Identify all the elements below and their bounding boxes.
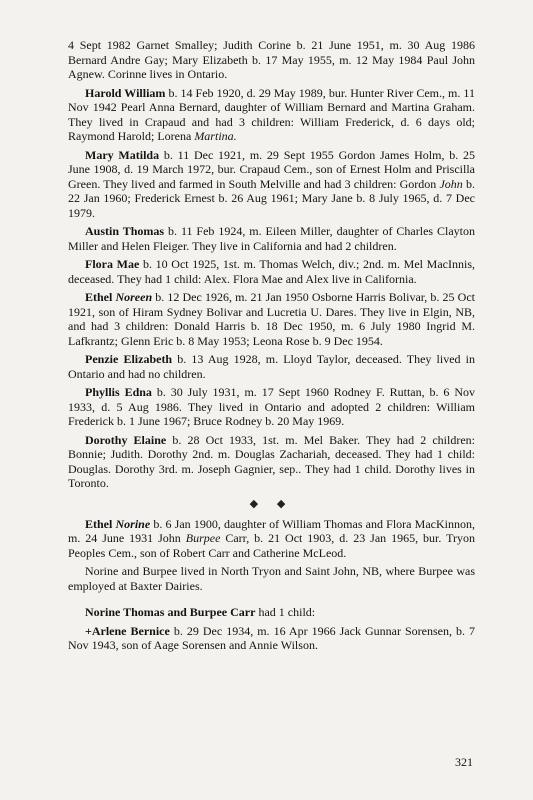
entry-text: b. 14 Feb 1920, d. 29 May 1989, bur. Hunter River Cem., m. 11 Nov 1942 Pearl Anna Bernard, daughter of William Bernard and Martina Graham. They lived in Crapaud and had 3 children: William Frederick, d. 6 days old; Raymond Harold; Lorena bbox=[68, 85, 475, 143]
entry-text: b. 12 Dec 1926, m. 21 Jan 1950 Osborne Harris Bolivar, b. 25 Oct 1921, son of Hiram Sydney Bolivar and Lucretia U. Dares. They live in Elgin, NB, and had 3 children: Donald Harris b. 18 Dec 1950, m. 6 July 1980 Ingrid M. Lafkrantz; Glenn Eric b. 8 May 1953; Leona Rose b. 9 Dec 1954. bbox=[68, 290, 475, 348]
entry-name: Ethel bbox=[85, 516, 116, 531]
entry-text: b. 6 Jan 1900, daughter of William Thomas and Flora MacKinnon, m. 24 June 1931 John bbox=[68, 516, 475, 545]
entry-italic-text: John bbox=[439, 176, 463, 191]
entry-text: b. 30 July 1931, m. 17 Sept 1960 Rodney F. Ruttan, b. 6 Nov 1933, d. 5 Aug 1986. They lived in Ontario and adopted 2 children: William Frederick b. 1 June 1967; Bruce Rodney b. 20 May 1969. bbox=[68, 385, 475, 428]
continuation-text: 4 Sept 1982 Garnet Smalley; Judith Corine b. 21 June 1951, m. 30 Aug 1986 Bernard Andre Gay; Mary Elizabeth b. 17 May 1955, m. 12 May 1984 Paul John Agnew. Corinne lives in Ontario. bbox=[68, 38, 475, 81]
entry-name: Flora Mae bbox=[85, 257, 140, 271]
entry-text: b. 10 Oct 1925, 1st. m. Thomas Welch, div.; 2nd. m. Mel MacInnis, deceased. They had 1 child: Alex. Flora Mae and Alex live in California. bbox=[68, 257, 475, 286]
entry-mary-matilda bbox=[68, 148, 475, 221]
entry-text-tail: b. 22 Jan 1960; Frederick Ernest b. 26 Aug 1961; Mary Jane b. 8 July 1965, d. 7 Dec 1979. bbox=[68, 176, 476, 220]
entry-name: Austin Thomas bbox=[85, 224, 165, 238]
spacer bbox=[68, 597, 475, 605]
entry-name: Penzie Elizabeth bbox=[85, 352, 173, 366]
entry-ethel-norine bbox=[68, 517, 475, 561]
entry-name: Harold William bbox=[85, 85, 166, 100]
entry-phyllis-edna bbox=[68, 385, 475, 429]
entry-penzie-elizabeth bbox=[68, 352, 475, 381]
entry-name: Dorothy Elaine bbox=[85, 432, 167, 447]
paragraph-continuation bbox=[68, 38, 475, 82]
entry-harold-william bbox=[68, 86, 475, 144]
entry-arlene-bernice bbox=[68, 624, 475, 653]
entry-italic-text: Martina. bbox=[194, 129, 237, 143]
section-separator: ◆ ◆ bbox=[249, 497, 294, 510]
entry-text-tail: Carr, b. 21 Oct 1903, d. 23 Jan 1965, bur. Tryon Peoples Cem., son of Robert Carr and Catherine McLeod. bbox=[68, 531, 476, 560]
entry-flora-mae bbox=[68, 257, 475, 286]
entry-text: b. 11 Dec 1921, m. 29 Sept 1955 Gordon James Holm, b. 25 June 1908, d. 19 March 1972, bur. Crapaud Cem., son of Ernest Holm and Priscilla Green. They lived and farmed in South Melville and had 3 children: Gordon bbox=[68, 147, 475, 191]
entry-name-italic: Norine bbox=[115, 516, 151, 531]
children-heading bbox=[68, 605, 475, 620]
entry-name: Mary Matilda bbox=[85, 147, 160, 162]
entry-text: b. 28 Oct 1933, 1st. m. Mel Baker. They had 2 children: Bonnie; Judith. Dorothy 2nd. m. Douglas Zachariah, deceased. They had 1 child: Douglas. Dorothy 3rd. m. Joseph Gagnier, sep.. They had 1 child. Dorothy lives in Toronto. bbox=[68, 432, 475, 490]
entry-dorothy-elaine bbox=[68, 433, 475, 491]
entry-name: Phyllis Edna bbox=[85, 385, 152, 399]
norine-residence-paragraph bbox=[68, 564, 475, 593]
entry-text: b. 13 Aug 1928, m. Lloyd Taylor, deceased. They lived in Ontario and had no children. bbox=[68, 352, 475, 381]
entry-text: b. 11 Feb 1924, m. Eileen Miller, daughter of Charles Clayton Miller and Helen Fleiger. They live in California and had 2 children. bbox=[68, 224, 476, 253]
entry-austin-thomas bbox=[68, 224, 475, 253]
entry-name: Ethel bbox=[85, 290, 116, 304]
paragraph-text: Norine and Burpee lived in North Tryon and Saint John, NB, where Burpee was employed at Baxter Dairies. bbox=[68, 564, 475, 593]
entry-italic-text: Burpee bbox=[185, 531, 221, 545]
entry-name: +Arlene Bernice bbox=[85, 623, 170, 638]
page-number: 321 bbox=[455, 755, 473, 769]
children-heading-tail: had 1 child: bbox=[255, 605, 316, 619]
entry-text: b. 29 Dec 1934, m. 16 Apr 1966 Jack Gunnar Sorensen, b. 7 Nov 1943, son of Aage Sorensen and Annie Wilson. bbox=[68, 623, 475, 652]
entry-ethel-noreen bbox=[68, 290, 475, 348]
children-heading-names: Norine Thomas and Burpee Carr bbox=[85, 605, 256, 619]
entry-name-italic: Noreen bbox=[115, 290, 153, 304]
